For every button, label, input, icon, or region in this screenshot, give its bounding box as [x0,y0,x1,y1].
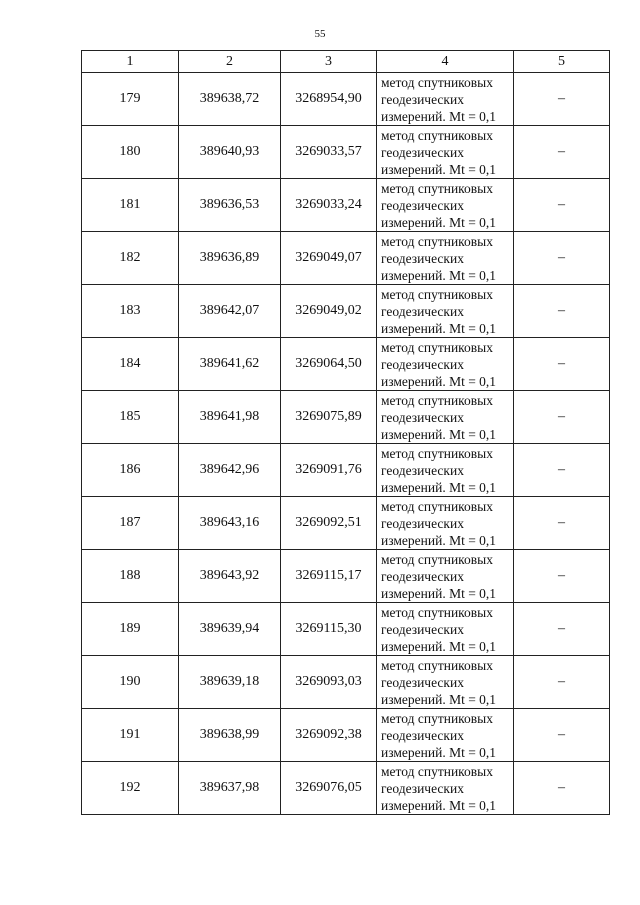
table-row [82,550,610,603]
table-body [82,73,610,815]
table-row [82,285,610,338]
point-number-cell: 181 [82,179,179,232]
note-cell: – [514,232,610,285]
method-cell: метод спутниковых геодезических измерений. Mt = 0,1 [377,762,514,815]
table-row [82,709,610,762]
point-number-cell: 183 [82,285,179,338]
table-row [82,338,610,391]
method-cell: метод спутниковых геодезических измерений. Mt = 0,1 [377,232,514,285]
method-cell: метод спутниковых геодезических измерений. Mt = 0,1 [377,126,514,179]
point-number-cell: 192 [82,762,179,815]
y-coordinate-cell: 3269092,51 [281,497,377,550]
y-coordinate-cell: 3269115,17 [281,550,377,603]
method-cell: метод спутниковых геодезических измерений. Mt = 0,1 [377,603,514,656]
note-cell: – [514,338,610,391]
method-cell: метод спутниковых геодезических измерений. Mt = 0,1 [377,444,514,497]
x-coordinate-cell: 389637,98 [179,762,281,815]
y-coordinate-cell: 3269076,05 [281,762,377,815]
x-coordinate-cell: 389638,99 [179,709,281,762]
x-coordinate-cell: 389641,98 [179,391,281,444]
x-coordinate-cell: 389638,72 [179,73,281,126]
note-cell: – [514,603,610,656]
y-coordinate-cell: 3269115,30 [281,603,377,656]
table-row [82,391,610,444]
method-cell: метод спутниковых геодезических измерений. Mt = 0,1 [377,391,514,444]
point-number-cell: 190 [82,656,179,709]
x-coordinate-cell: 389642,96 [179,444,281,497]
coordinates-table [81,50,610,815]
note-cell: – [514,179,610,232]
x-coordinate-cell: 389642,07 [179,285,281,338]
x-coordinate-cell: 389636,89 [179,232,281,285]
header-col-4: 4 [377,51,514,73]
x-coordinate-cell: 389636,53 [179,179,281,232]
table-row [82,603,610,656]
note-cell: – [514,73,610,126]
table-row [82,232,610,285]
table-row [82,179,610,232]
x-coordinate-cell: 389643,92 [179,550,281,603]
x-coordinate-cell: 389639,94 [179,603,281,656]
note-cell: – [514,285,610,338]
y-coordinate-cell: 3269064,50 [281,338,377,391]
point-number-cell: 189 [82,603,179,656]
note-cell: – [514,762,610,815]
x-coordinate-cell: 389640,93 [179,126,281,179]
point-number-cell: 179 [82,73,179,126]
y-coordinate-cell: 3269075,89 [281,391,377,444]
table-row [82,656,610,709]
point-number-cell: 187 [82,497,179,550]
y-coordinate-cell: 3269049,07 [281,232,377,285]
x-coordinate-cell: 389641,62 [179,338,281,391]
header-col-2: 2 [179,51,281,73]
table-row [82,497,610,550]
note-cell: – [514,497,610,550]
table-row [82,126,610,179]
y-coordinate-cell: 3269033,57 [281,126,377,179]
y-coordinate-cell: 3269093,03 [281,656,377,709]
point-number-cell: 188 [82,550,179,603]
point-number-cell: 186 [82,444,179,497]
table-row [82,73,610,126]
y-coordinate-cell: 3269033,24 [281,179,377,232]
point-number-cell: 180 [82,126,179,179]
method-cell: метод спутниковых геодезических измерений. Mt = 0,1 [377,179,514,232]
method-cell: метод спутниковых геодезических измерений. Mt = 0,1 [377,338,514,391]
header-col-1: 1 [82,51,179,73]
x-coordinate-cell: 389643,16 [179,497,281,550]
header-col-3: 3 [281,51,377,73]
method-cell: метод спутниковых геодезических измерений. Mt = 0,1 [377,285,514,338]
x-coordinate-cell: 389639,18 [179,656,281,709]
table-row [82,762,610,815]
y-coordinate-cell: 3269092,38 [281,709,377,762]
page-number: 55 [314,28,326,40]
y-coordinate-cell: 3269049,02 [281,285,377,338]
note-cell: – [514,444,610,497]
table-header-row [82,51,610,73]
point-number-cell: 182 [82,232,179,285]
y-coordinate-cell: 3269091,76 [281,444,377,497]
method-cell: метод спутниковых геодезических измерений. Mt = 0,1 [377,73,514,126]
point-number-cell: 185 [82,391,179,444]
y-coordinate-cell: 3268954,90 [281,73,377,126]
method-cell: метод спутниковых геодезических измерений. Mt = 0,1 [377,656,514,709]
note-cell: – [514,391,610,444]
table-row [82,444,610,497]
method-cell: метод спутниковых геодезических измерений. Mt = 0,1 [377,497,514,550]
note-cell: – [514,126,610,179]
method-cell: метод спутниковых геодезических измерений. Mt = 0,1 [377,709,514,762]
point-number-cell: 184 [82,338,179,391]
note-cell: – [514,656,610,709]
method-cell: метод спутниковых геодезических измерений. Mt = 0,1 [377,550,514,603]
note-cell: – [514,709,610,762]
point-number-cell: 191 [82,709,179,762]
header-col-5: 5 [514,51,610,73]
note-cell: – [514,550,610,603]
